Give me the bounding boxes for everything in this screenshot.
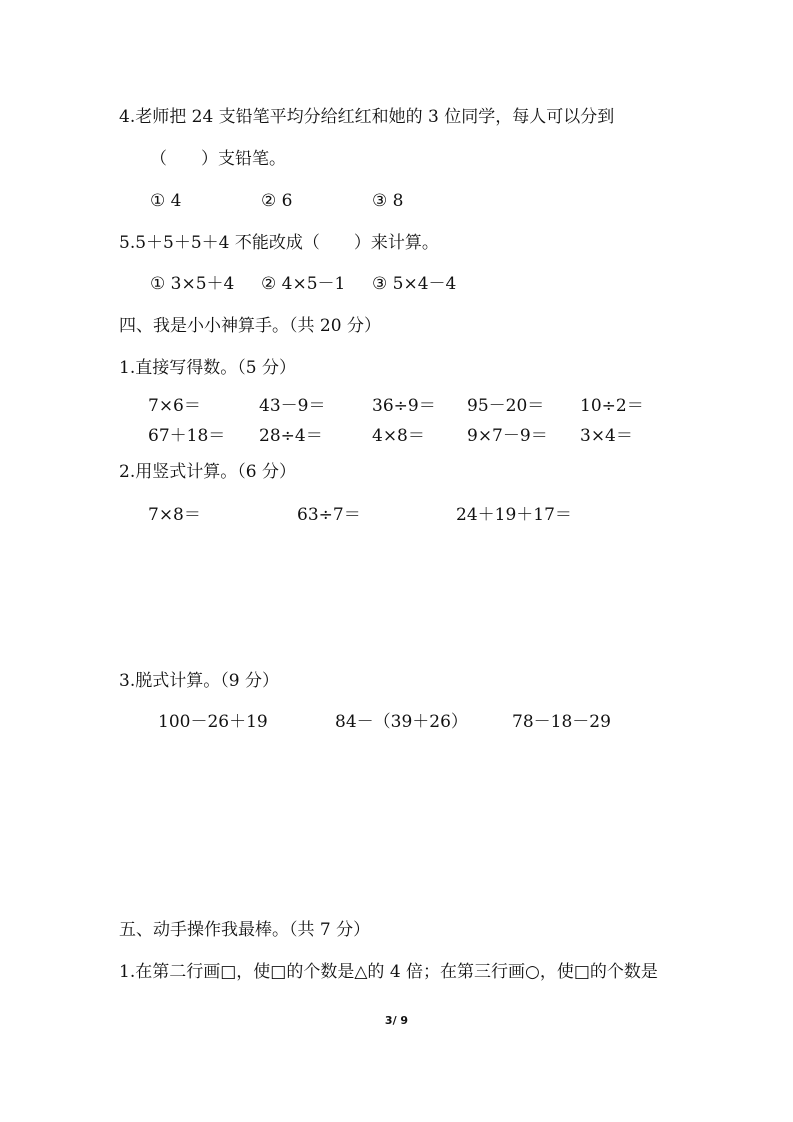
vertical-calc-item: 63÷7＝ bbox=[297, 505, 361, 525]
section4-title: 四、我是小小神算手。（共 20 分） bbox=[119, 316, 381, 336]
q4-option-2: ② 6 bbox=[261, 191, 293, 211]
q4-option-1: ① 4 bbox=[150, 191, 182, 211]
step-calc-item: 78－18－29 bbox=[512, 712, 611, 732]
oral-calc-item: 36÷9＝ bbox=[372, 396, 436, 416]
q4-line2: （ ）支铅笔。 bbox=[150, 149, 286, 169]
step-calc-item: 100－26＋19 bbox=[158, 712, 268, 732]
q5-option-2: ② 4×5－1 bbox=[261, 274, 346, 294]
oral-calc-item: 67＋18＝ bbox=[148, 426, 226, 446]
oral-calc-item: 28÷4＝ bbox=[259, 426, 323, 446]
oral-calc-item: 10÷2＝ bbox=[580, 396, 644, 416]
q5-option-1: ① 3×5＋4 bbox=[150, 274, 235, 294]
q4-line1: 4.老师把 24 支铅笔平均分给红红和她的 3 位同学，每人可以分到 bbox=[119, 107, 615, 127]
oral-calc-item: 7×6＝ bbox=[148, 396, 201, 416]
section4-part1-title: 1.直接写得数。（5 分） bbox=[119, 358, 296, 378]
oral-calc-item: 9×7－9＝ bbox=[467, 426, 548, 446]
oral-calc-item: 43－9＝ bbox=[259, 396, 326, 416]
section4-part3-title: 3.脱式计算。（9 分） bbox=[119, 671, 279, 691]
oral-calc-item: 4×8＝ bbox=[372, 426, 425, 446]
section5-title: 五、动手操作我最棒。（共 7 分） bbox=[119, 920, 371, 940]
oral-calc-item: 95－20＝ bbox=[467, 396, 545, 416]
section5-q1: 1.在第二行画□，使□的个数是△的 4 倍；在第三行画○，使□的个数是 bbox=[119, 962, 658, 982]
section4-part2-title: 2.用竖式计算。（6 分） bbox=[119, 462, 296, 482]
vertical-calc-item: 24＋19＋17＝ bbox=[456, 505, 572, 525]
q5-option-3: ③ 5×4－4 bbox=[372, 274, 457, 294]
q4-option-3: ③ 8 bbox=[372, 191, 404, 211]
oral-calc-item: 3×4＝ bbox=[580, 426, 633, 446]
q5-line1: 5.5＋5＋5＋4 不能改成（ ）来计算。 bbox=[119, 233, 439, 253]
page-number: 3/ 9 bbox=[384, 1014, 409, 1027]
vertical-calc-item: 7×8＝ bbox=[148, 505, 201, 525]
step-calc-item: 84－（39＋26） bbox=[335, 712, 468, 732]
